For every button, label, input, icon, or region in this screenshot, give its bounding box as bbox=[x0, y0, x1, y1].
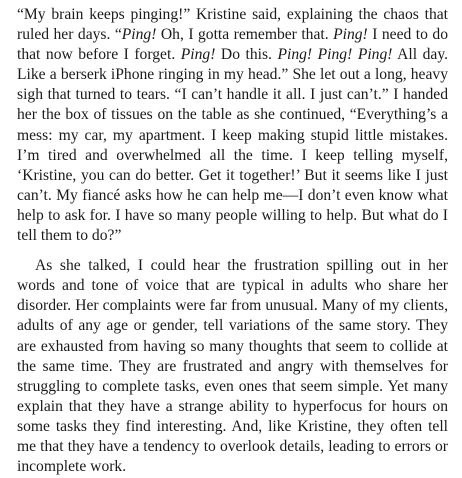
paragraph-dialogue bbox=[17, 5, 448, 246]
text-segment-italic: Ping! bbox=[121, 26, 157, 44]
text-segment: Do this. bbox=[215, 46, 278, 64]
text-segment: As she talked, I could hear the frustration spilling out in her words and tone of voice that are typical in adults who share her disorder. Her complaints were far from unusual. Many of my clients, adults of any age or gender, tell variations of the same story. They are exhausted from having so many thoughts that seem to collide at the same time. They are frustrated and angry with themselves for struggling to complete tasks, even ones that seem simple. Yet many explain that they have a strange ability to hyperfocus for hours on some tasks they find interesting. And, like Kristine, they often tell me that they have a tendency to overlook details, leading to errors or incomplete work. bbox=[17, 257, 448, 476]
text-segment: All day. Like a berserk iPhone ringing in my head.” She let out a long, heavy sigh that turned to tears. “I can’t handle it all. I just can’t.” I handed her the box of tissues on the table as she continued, “Everything’s a mess: my car, my apartment. I keep making stupid little mistakes. I’m tired and overwhelmed all the time. I keep telling myself, ‘Kristine, you can do better. Get it together!’ But it seems like I just can’t. My fiancé asks how he can help me—I don’t even know what help to ask for. I have so many people willing to help. But what do I tell them to do?” bbox=[17, 46, 449, 245]
text-segment: Oh, I gotta remember that. bbox=[156, 26, 334, 44]
paragraph-narrative bbox=[17, 256, 448, 477]
text-segment: I need to do that now before I forget. bbox=[17, 26, 448, 64]
text-segment-italic: Ping! bbox=[333, 26, 368, 44]
text-segment: “My brain keeps pinging!” Kristine said, explaining the chaos that ruled her days. “ bbox=[17, 6, 448, 44]
text-segment-italic: Ping! bbox=[180, 46, 216, 64]
text-segment-italic: Ping! Ping! Ping! bbox=[277, 46, 393, 64]
